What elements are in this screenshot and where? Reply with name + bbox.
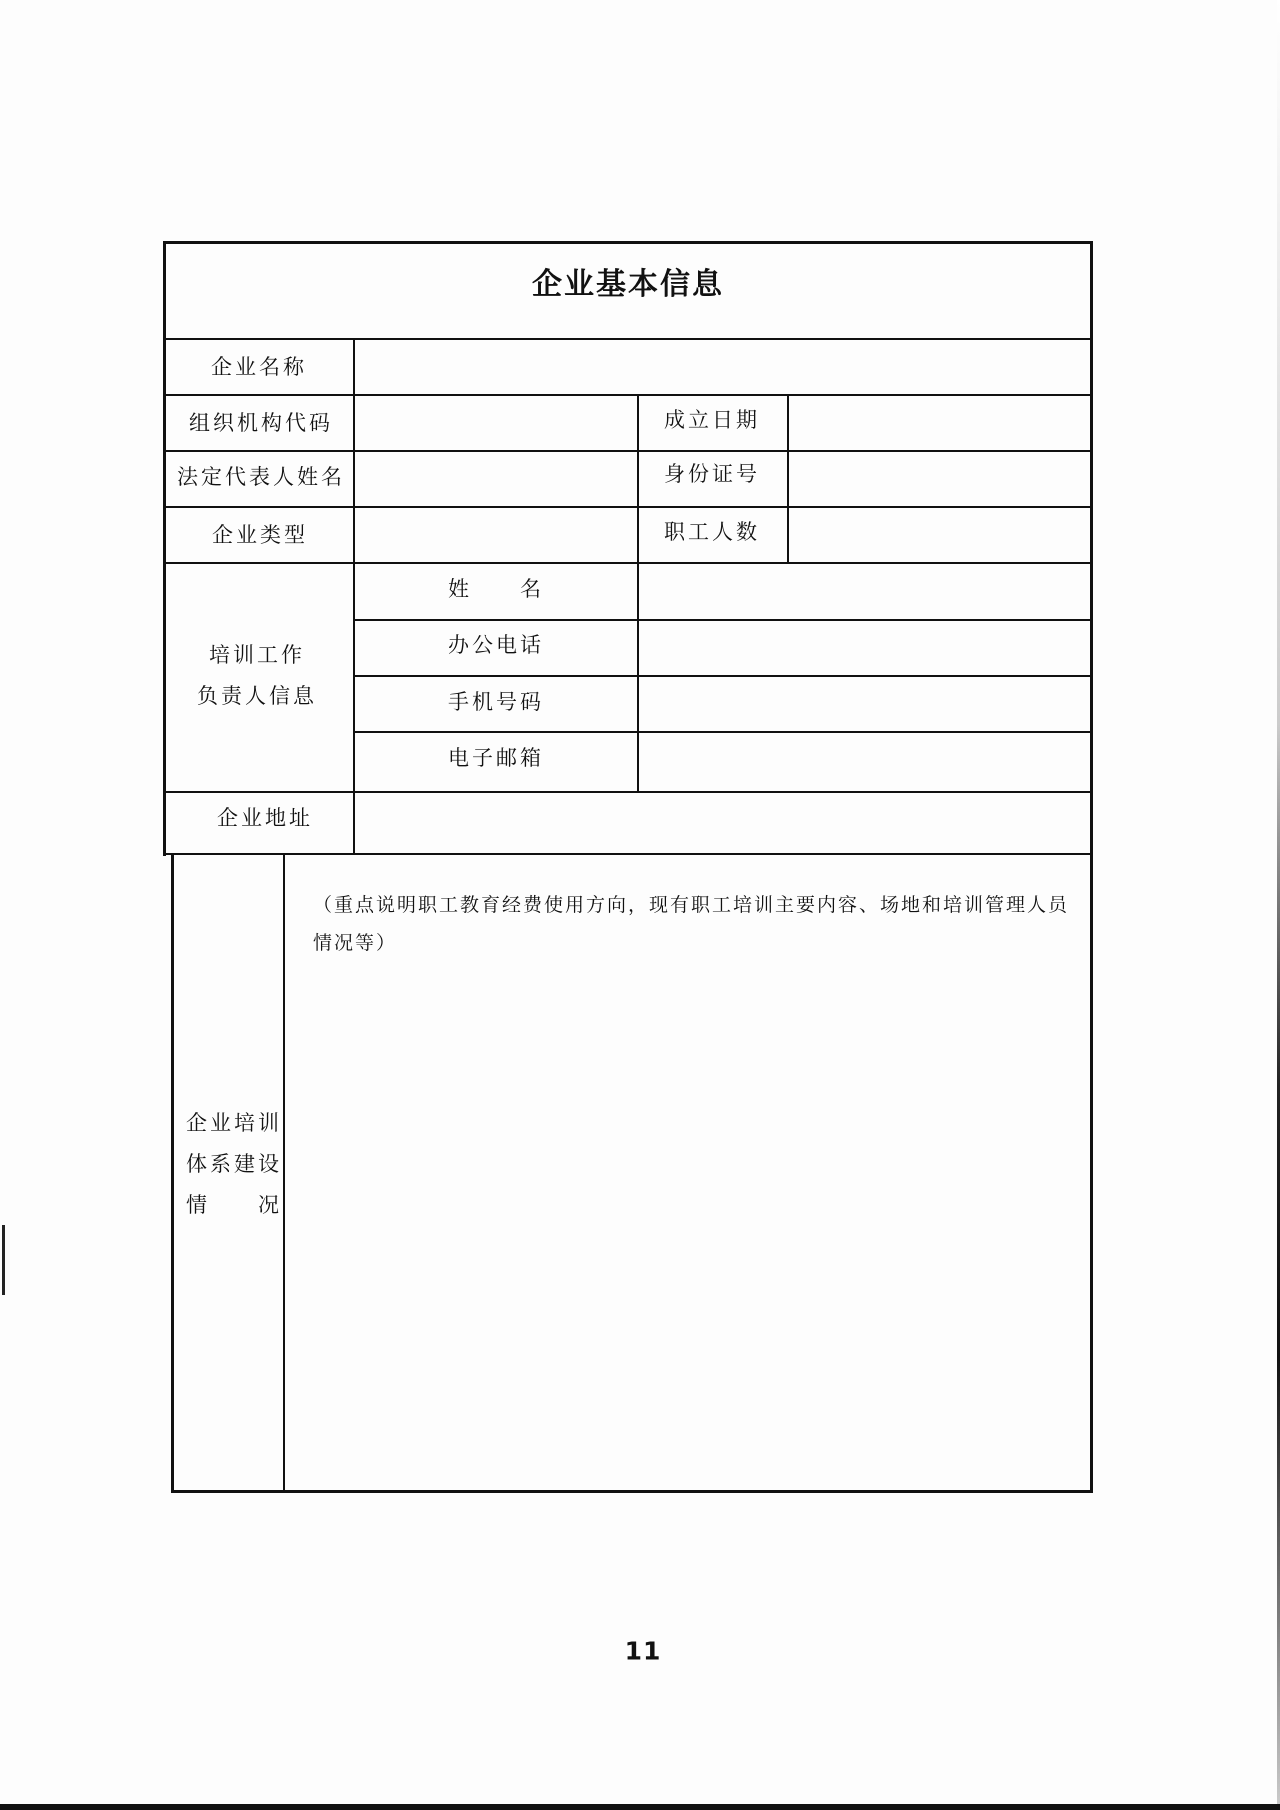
form-title: 企业基本信息 [532, 267, 724, 302]
id-number-label: 身份证号 [664, 462, 760, 486]
address-field[interactable] [357, 794, 1089, 852]
company-type-label: 企业类型 [212, 523, 308, 547]
org-code-label: 组织机构代码 [189, 411, 333, 435]
employee-count-field[interactable] [791, 509, 1089, 561]
contact-name-label: 姓 名 [448, 577, 544, 601]
row-line-1 [163, 338, 1093, 340]
instructions-line2: 情况等） [313, 932, 398, 954]
founding-date-label: 成立日期 [664, 408, 760, 432]
row-line-10 [163, 853, 1093, 855]
scan-mark-left [2, 1225, 5, 1295]
email-field[interactable] [641, 733, 1089, 790]
col-line-label [353, 338, 355, 853]
company-name-field[interactable] [357, 341, 1089, 393]
training-system-label-line2: 体系建设 [186, 1152, 282, 1176]
contact-name-field[interactable] [641, 564, 1089, 618]
office-phone-label: 办公电话 [448, 633, 544, 657]
id-number-field[interactable] [791, 453, 1089, 505]
training-system-label-line1: 企业培训 [186, 1111, 282, 1135]
col-line-middle [637, 394, 639, 791]
col-line-system [283, 853, 285, 1493]
legal-rep-field[interactable] [357, 453, 635, 505]
form-border-right [1090, 241, 1093, 1493]
row-line-9 [163, 791, 1093, 793]
page-number: 11 [624, 1636, 662, 1666]
address-label: 企业地址 [217, 806, 313, 830]
training-contact-label-line2: 负责人信息 [197, 684, 317, 708]
training-contact-label [197, 635, 317, 717]
row-line-4 [163, 506, 1093, 508]
founding-date-field[interactable] [791, 397, 1089, 449]
row-line-3 [163, 450, 1093, 452]
company-name-label: 企业名称 [211, 355, 307, 379]
form-border-top [163, 241, 1093, 244]
mobile-field[interactable] [641, 677, 1089, 730]
company-info-form [163, 241, 1093, 1493]
col-line-right-label [787, 394, 789, 562]
training-system-label [186, 1103, 282, 1226]
company-type-field[interactable] [357, 509, 635, 561]
training-system-field[interactable] [287, 971, 1089, 1489]
training-contact-label-line1: 培训工作 [209, 643, 305, 667]
employee-count-label: 职工人数 [664, 520, 760, 544]
training-system-label-line3: 情 况 [186, 1193, 282, 1217]
scan-edge-bottom [0, 1804, 1280, 1810]
row-line-2 [163, 394, 1093, 396]
form-border-left-lower [171, 854, 174, 1493]
org-code-field[interactable] [357, 397, 635, 449]
instructions-line1: （重点说明职工教育经费使用方向，现有职工培训主要内容、场地和培训管理人员 [313, 894, 1070, 916]
training-system-instructions [313, 886, 1083, 962]
legal-rep-label: 法定代表人姓名 [177, 465, 345, 489]
office-phone-field[interactable] [641, 621, 1089, 674]
email-label: 电子邮箱 [448, 746, 544, 770]
form-border-bottom [171, 1490, 1093, 1493]
mobile-label: 手机号码 [448, 690, 544, 714]
form-border-left-upper [163, 241, 166, 856]
